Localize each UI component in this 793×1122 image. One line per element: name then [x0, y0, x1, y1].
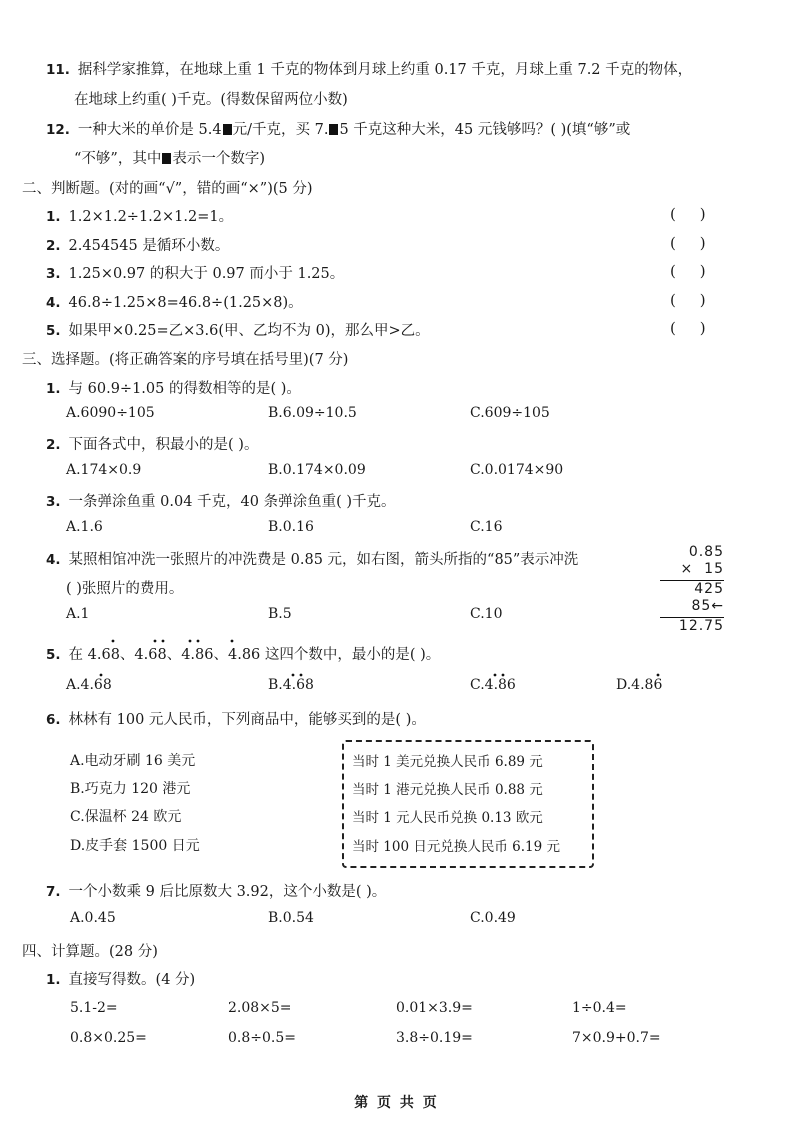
choice-question-6 [46, 708, 426, 729]
question-11-line2: 在地球上约重( )千克。(得数保留两位小数) [74, 92, 348, 108]
calc-item[interactable]: 7×0.9+0.7= [572, 1030, 661, 1046]
calc-item[interactable]: 3.8÷0.19= [396, 1030, 473, 1046]
question-text: 与 60.9÷1.05 的得数相等的是( )。 [68, 381, 301, 397]
section-3-title: 三、选择题。(将正确答案的序号填在括号里)(7 分) [22, 352, 349, 368]
question-text: 一个小数乘 9 后比原数大 3.92，这个小数是( )。 [68, 884, 387, 900]
question-number: 3. [46, 494, 61, 510]
question-number: 6. [46, 712, 61, 728]
option-a[interactable]: A.电动牙刷 16 美元 [70, 753, 196, 769]
option-a[interactable]: A.0.45 [70, 910, 116, 926]
partial-product-2: 85← [691, 598, 724, 614]
question-text: 据科学家推算，在地球上重 1 千克的物体到月球上约重 0.17 千克，月球上重 7.2 千克的物体， [77, 62, 693, 78]
question-text: 5 千克这种大米，45 元钱够吗？( )(填“够”或 [339, 122, 631, 138]
exchange-rate-jpy: 当时 100 日元兑换人民币 6.19 元 [352, 839, 560, 855]
answer-parentheses[interactable]: ( ) [670, 205, 706, 223]
question-text: 某照相馆冲洗一张照片的冲洗费是 0.85 元，如右图，箭头所指的“85”表示冲洗 [68, 552, 579, 568]
page-footer: 第 页 共 页 [354, 1095, 439, 1111]
option-c[interactable]: C.0.49 [470, 910, 516, 926]
option-a[interactable]: A.1.6 [66, 519, 103, 535]
question-number: 2. [46, 437, 61, 453]
answer-parentheses[interactable]: ( ) [670, 319, 706, 337]
option-a[interactable]: A.1 [66, 606, 90, 622]
question-number: 1. [46, 209, 61, 225]
option-a[interactable]: A.174×0.9 [66, 462, 142, 478]
question-text: 表示一个数字) [172, 151, 265, 167]
product: 12.75 [678, 618, 724, 634]
question-text: 2.454545 是循环小数。 [68, 238, 230, 254]
section-4-title: 四、计算题。(28 分) [22, 944, 158, 960]
option-c[interactable]: C.4.86 [470, 677, 516, 693]
calc-item[interactable]: 0.8÷0.5= [228, 1030, 296, 1046]
option-c[interactable]: C.0.0174×90 [470, 462, 564, 478]
calc-item[interactable]: 0.8×0.25= [70, 1030, 147, 1046]
option-b[interactable]: B.4.68 [268, 677, 314, 693]
question-text: 元/千克，买 7. [232, 122, 329, 138]
question-number: 3. [46, 266, 61, 282]
option-d[interactable]: D.皮手套 1500 日元 [70, 838, 200, 854]
question-text: 如果甲×0.25=乙×3.6(甲、乙均不为 0)，那么甲>乙。 [68, 323, 430, 339]
question-text: 在 4.68、4.68、4.86、4.86 这四个数中，最小的是( )。 [68, 647, 441, 663]
option-b[interactable]: B.0.16 [268, 519, 314, 535]
question-number: 4. [46, 295, 61, 311]
option-c[interactable]: C.609÷105 [470, 405, 550, 421]
question-number: 7. [46, 884, 61, 900]
option-b[interactable]: B.巧克力 120 港元 [70, 781, 191, 797]
calc-question-1 [46, 968, 195, 989]
section-2-title: 二、判断题。(对的画“√”，错的画“×”)(5 分) [22, 181, 313, 197]
option-c[interactable]: C.16 [470, 519, 503, 535]
question-text: 林林有 100 元人民币，下列商品中，能够买到的是( )。 [68, 712, 426, 728]
option-b[interactable]: B.6.09÷10.5 [268, 405, 357, 421]
question-number: 2. [46, 238, 61, 254]
option-d[interactable]: D.4.86 [616, 677, 663, 693]
question-text: 46.8÷1.25×8=46.8÷(1.25×8)。 [68, 295, 303, 311]
partial-product-1: 425 [694, 581, 724, 597]
option-a[interactable]: A.6090÷105 [66, 405, 155, 421]
question-text: 直接写得数。(4 分) [68, 972, 196, 988]
answer-parentheses[interactable]: ( ) [670, 262, 706, 280]
option-b[interactable]: B.5 [268, 606, 292, 622]
calc-item[interactable]: 2.08×5= [228, 1000, 292, 1016]
question-number: 1. [46, 972, 61, 988]
multiplier: × 15 [680, 561, 724, 577]
choice-question-7 [46, 880, 386, 901]
option-a[interactable]: A.4.68 [66, 677, 112, 693]
question-number: 11. [46, 62, 70, 78]
question-text: 一种大米的单价是 5.4 [77, 122, 222, 138]
exchange-rate-hkd: 当时 1 港元兑换人民币 0.88 元 [352, 782, 543, 798]
question-number: 5. [46, 323, 61, 339]
option-c[interactable]: C.10 [470, 606, 503, 622]
exchange-rate-eur: 当时 1 元人民币兑换 0.13 欧元 [352, 810, 543, 826]
option-b[interactable]: B.0.54 [268, 910, 314, 926]
question-number: 4. [46, 552, 61, 568]
question-text: 1.25×0.97 的积大于 0.97 而小于 1.25。 [68, 266, 345, 282]
exchange-rate-usd: 当时 1 美元兑换人民币 6.89 元 [352, 754, 543, 770]
question-number: 5. [46, 647, 61, 663]
calc-item[interactable]: 5.1-2= [70, 1000, 118, 1016]
question-text: 一条弹涂鱼重 0.04 千克，40 条弹涂鱼重( )千克。 [68, 494, 396, 510]
question-4-line2: ( )张照片的费用。 [66, 581, 184, 597]
question-text: 下面各式中，积最小的是( )。 [68, 437, 259, 453]
question-text: “不够”，其中 [74, 151, 162, 167]
calc-item[interactable]: 1÷0.4= [572, 1000, 627, 1016]
question-number: 12. [46, 122, 70, 138]
question-text: 1.2×1.2÷1.2×1.2=1。 [68, 209, 234, 225]
exchange-rate-box [342, 740, 594, 868]
answer-parentheses[interactable]: ( ) [670, 291, 706, 309]
question-number: 1. [46, 381, 61, 397]
option-b[interactable]: B.0.174×0.09 [268, 462, 366, 478]
multiplicand: 0.85 [688, 544, 724, 560]
answer-parentheses[interactable]: ( ) [670, 234, 706, 252]
option-c[interactable]: C.保温杯 24 欧元 [70, 809, 182, 825]
calc-item[interactable]: 0.01×3.9= [396, 1000, 473, 1016]
